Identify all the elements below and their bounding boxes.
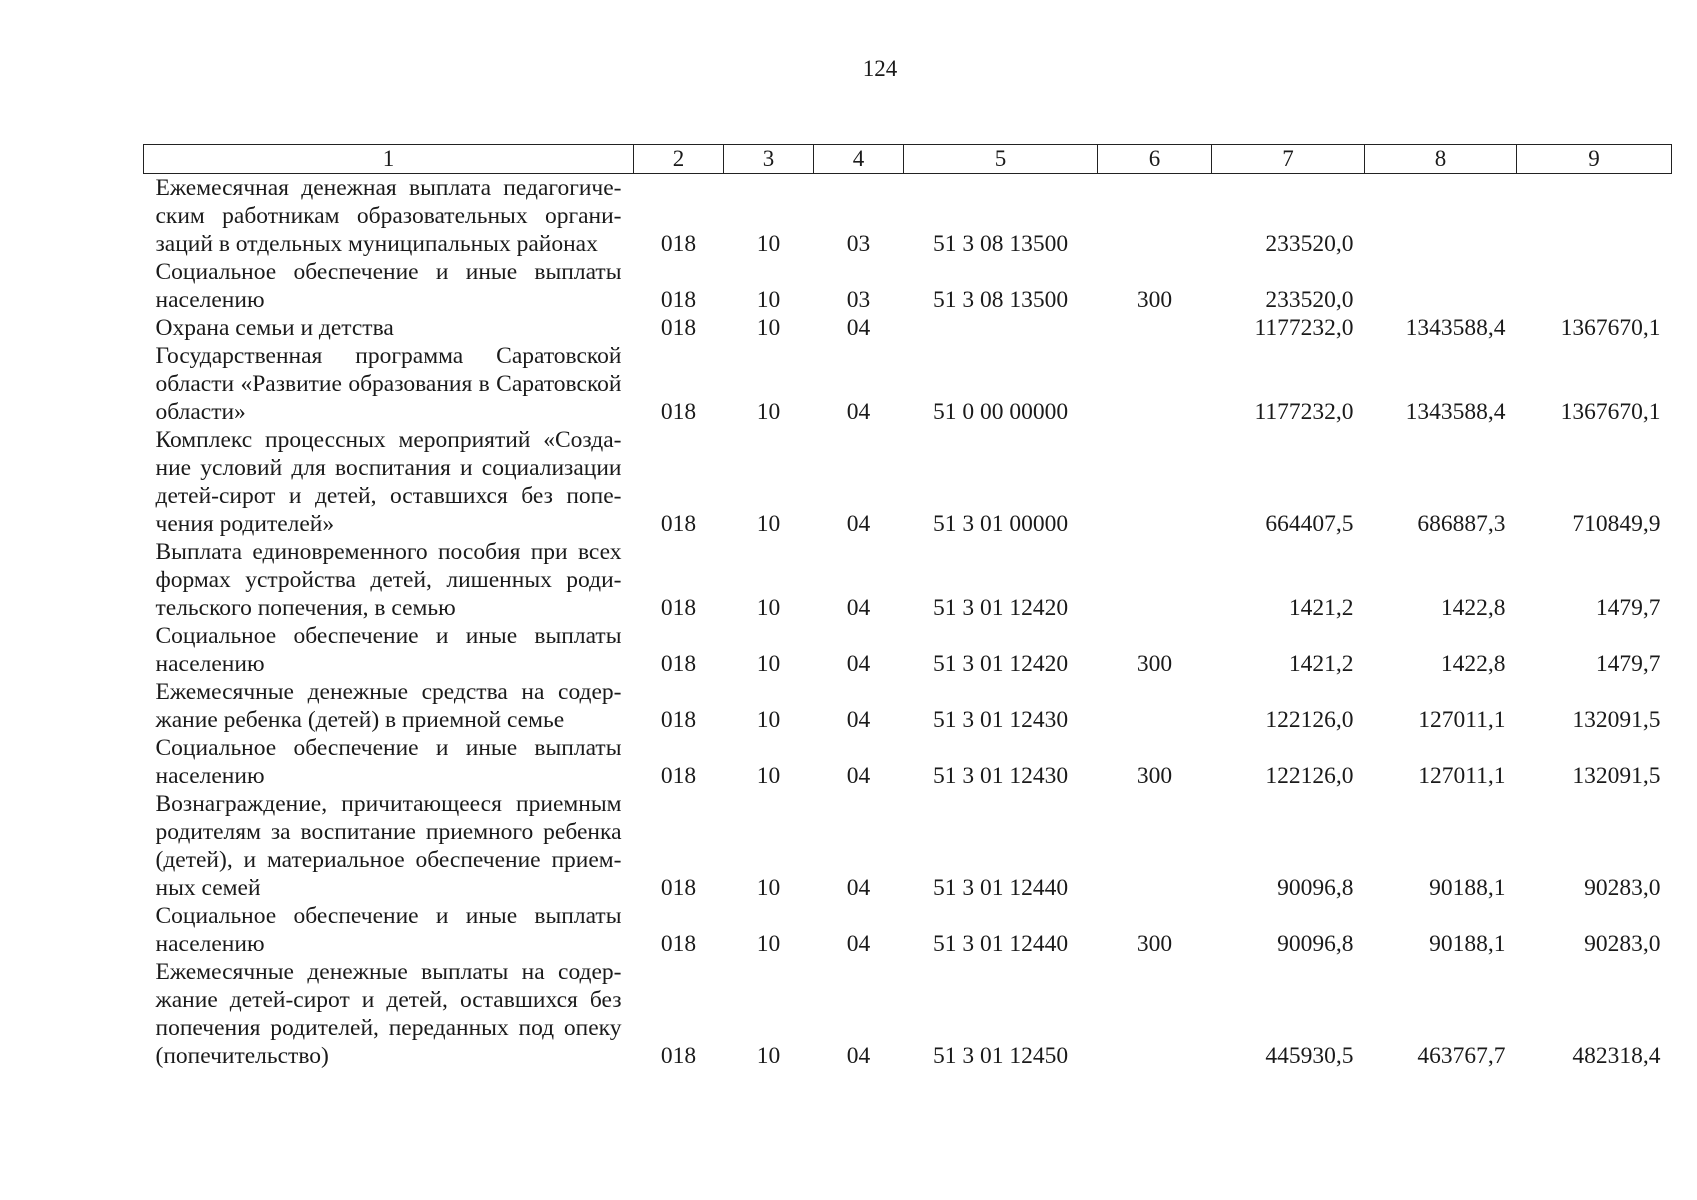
row-amount-8: 127011,1 (1418, 707, 1506, 733)
table-row (144, 622, 1672, 678)
row-amount-9: 1479,7 (1595, 651, 1661, 677)
row-ministry-code: 018 (660, 399, 697, 425)
row-ministry-code: 018 (660, 511, 697, 537)
page-number: 124 (862, 56, 898, 81)
row-amount-9: 1479,7 (1595, 595, 1661, 621)
row-amount-7: 233520,0 (1265, 231, 1354, 257)
table-row (144, 902, 1672, 958)
row-subsection-code: 04 (846, 707, 871, 733)
row-ministry-code: 018 (660, 651, 697, 677)
row-amount-9: 482318,4 (1572, 1043, 1661, 1069)
row-target-article: 51 3 01 12440 (932, 875, 1069, 901)
row-amount-7: 90096,8 (1277, 875, 1354, 901)
row-name: Ежемесячные денежные средства на содержание ребенка (детей) в приемной семье (155, 679, 622, 733)
row-expense-type: 300 (1136, 287, 1173, 313)
row-name: Социальное обеспечение и иные выплаты населению (155, 259, 622, 313)
row-expense-type: 300 (1136, 763, 1173, 789)
row-ministry-code: 018 (660, 875, 697, 901)
row-subsection-code: 04 (846, 875, 871, 901)
row-amount-8: 686887,3 (1417, 511, 1506, 537)
header-cell-2: 2 (634, 145, 724, 174)
row-expense-type (1098, 538, 1212, 622)
row-amount-8 (1365, 174, 1517, 259)
row-amount-7: 445930,5 (1265, 1043, 1354, 1069)
table-row (144, 258, 1672, 314)
row-target-article: 51 3 01 12420 (932, 595, 1069, 621)
row-section-code: 10 (756, 875, 781, 901)
row-subsection-code: 04 (846, 399, 871, 425)
row-name: Выплата единовременного пособия при всех формах устройства детей, лишенных родительского попечения, в семью (155, 539, 622, 621)
row-name: Социальное обеспечение и иные выплаты населению (155, 623, 622, 677)
header-cell-9: 9 (1517, 145, 1672, 174)
row-name: Комплекс процессных мероприятий «Создание условий для воспитания и социализации детей-сирот и детей, оставшихся без попечения родителей» (155, 427, 622, 537)
row-amount-9: 132091,5 (1572, 763, 1661, 789)
row-amount-9: 1367670,1 (1560, 399, 1661, 425)
header-cell-1: 1 (144, 145, 634, 174)
row-expense-type (1098, 314, 1212, 342)
row-amount-7: 122126,0 (1265, 763, 1354, 789)
row-section-code: 10 (756, 651, 781, 677)
row-amount-8: 1343588,4 (1405, 399, 1506, 425)
row-amount-7: 1421,2 (1288, 651, 1354, 677)
table-header-row (144, 145, 1672, 174)
row-name: Ежемесячная денежная выплата педагогическим работникам образовательных организаций в отдельных муниципальных районах (155, 175, 622, 257)
row-subsection-code: 03 (846, 231, 871, 257)
row-subsection-code: 04 (846, 1043, 871, 1069)
row-name: Социальное обеспечение и иные выплаты населению (155, 903, 622, 957)
row-section-code: 10 (756, 595, 781, 621)
table-row (144, 538, 1672, 622)
table-row (144, 174, 1672, 259)
row-target-article: 51 3 01 12450 (932, 1043, 1069, 1069)
row-subsection-code: 04 (846, 511, 871, 537)
row-section-code: 10 (756, 287, 781, 313)
row-amount-8: 90188,1 (1429, 875, 1506, 901)
row-section-code: 10 (756, 399, 781, 425)
row-ministry-code: 018 (660, 315, 697, 341)
header-cell-4: 4 (814, 145, 904, 174)
row-subsection-code: 04 (846, 931, 871, 957)
row-section-code: 10 (756, 707, 781, 733)
row-subsection-code: 04 (846, 315, 871, 341)
header-cell-5: 5 (904, 145, 1098, 174)
row-ministry-code: 018 (660, 1043, 697, 1069)
row-ministry-code: 018 (660, 287, 697, 313)
row-section-code: 10 (756, 763, 781, 789)
row-subsection-code: 04 (846, 651, 871, 677)
row-amount-9: 1367670,1 (1560, 315, 1661, 341)
row-ministry-code: 018 (660, 231, 697, 257)
row-expense-type: 300 (1136, 651, 1173, 677)
table-body (144, 174, 1672, 1071)
row-subsection-code: 04 (846, 763, 871, 789)
table-row (144, 342, 1672, 426)
table-row (144, 426, 1672, 538)
row-amount-7: 664407,5 (1265, 511, 1354, 537)
row-ministry-code: 018 (660, 595, 697, 621)
row-section-code: 10 (756, 931, 781, 957)
row-subsection-code: 03 (846, 287, 871, 313)
row-amount-8: 127011,1 (1418, 763, 1506, 789)
row-name: Социальное обеспечение и иные выплаты населению (155, 735, 622, 789)
row-target-article: 51 3 01 12430 (932, 707, 1069, 733)
row-expense-type (1098, 678, 1212, 734)
table-row (144, 314, 1672, 342)
row-target-article: 51 3 08 13500 (932, 287, 1069, 313)
row-target-article: 51 3 01 12420 (932, 651, 1069, 677)
row-target-article: 51 0 00 00000 (932, 399, 1069, 425)
header-cell-6: 6 (1098, 145, 1212, 174)
header-cell-3: 3 (724, 145, 814, 174)
row-expense-type (1098, 174, 1212, 259)
row-ministry-code: 018 (660, 707, 697, 733)
row-section-code: 10 (756, 511, 781, 537)
row-amount-9 (1517, 174, 1672, 259)
table-row (144, 678, 1672, 734)
row-amount-7: 233520,0 (1265, 287, 1354, 313)
row-amount-8: 90188,1 (1429, 931, 1506, 957)
header-cell-7: 7 (1212, 145, 1365, 174)
row-name: Ежемесячные денежные выплаты на содержание детей-сирот и детей, оставшихся без попечения родителей, переданных под опеку (попечительство) (155, 959, 622, 1069)
row-expense-type: 300 (1136, 931, 1173, 957)
row-name: Государственная программа Саратовской области «Развитие образования в Саратовской области» (155, 343, 622, 425)
row-amount-8: 1343588,4 (1405, 315, 1506, 341)
row-amount-8 (1365, 258, 1517, 314)
row-amount-9 (1517, 258, 1672, 314)
row-target-article (904, 314, 1098, 342)
row-expense-type (1098, 790, 1212, 902)
row-ministry-code: 018 (660, 763, 697, 789)
row-subsection-code: 04 (846, 595, 871, 621)
row-expense-type (1098, 342, 1212, 426)
row-target-article: 51 3 01 12440 (932, 931, 1069, 957)
row-amount-7: 1177232,0 (1254, 399, 1354, 425)
table-row (144, 958, 1672, 1070)
row-expense-type (1098, 426, 1212, 538)
header-cell-8: 8 (1365, 145, 1517, 174)
table-row (144, 734, 1672, 790)
row-amount-7: 1421,2 (1288, 595, 1354, 621)
row-amount-9: 710849,9 (1572, 511, 1661, 537)
row-amount-9: 90283,0 (1584, 931, 1661, 957)
row-target-article: 51 3 01 00000 (932, 511, 1069, 537)
row-name: Охрана семьи и детства (155, 315, 394, 341)
row-section-code: 10 (756, 231, 781, 257)
row-amount-8: 1422,8 (1440, 651, 1506, 677)
row-target-article: 51 3 08 13500 (932, 231, 1069, 257)
row-amount-8: 463767,7 (1417, 1043, 1506, 1069)
row-amount-8: 1422,8 (1440, 595, 1506, 621)
row-section-code: 10 (756, 315, 781, 341)
row-amount-9: 90283,0 (1584, 875, 1661, 901)
budget-table (143, 144, 1672, 1070)
row-amount-9: 132091,5 (1572, 707, 1661, 733)
row-amount-7: 90096,8 (1277, 931, 1354, 957)
row-amount-7: 122126,0 (1265, 707, 1354, 733)
row-section-code: 10 (756, 1043, 781, 1069)
row-expense-type (1098, 958, 1212, 1070)
row-ministry-code: 018 (660, 931, 697, 957)
row-target-article: 51 3 01 12430 (932, 763, 1069, 789)
row-amount-7: 1177232,0 (1254, 315, 1354, 341)
table-row (144, 790, 1672, 902)
row-name: Вознаграждение, причитающееся приемным родителям за воспитание приемного ребенка (детей), и материальное обеспечение приемных семей (155, 791, 622, 901)
